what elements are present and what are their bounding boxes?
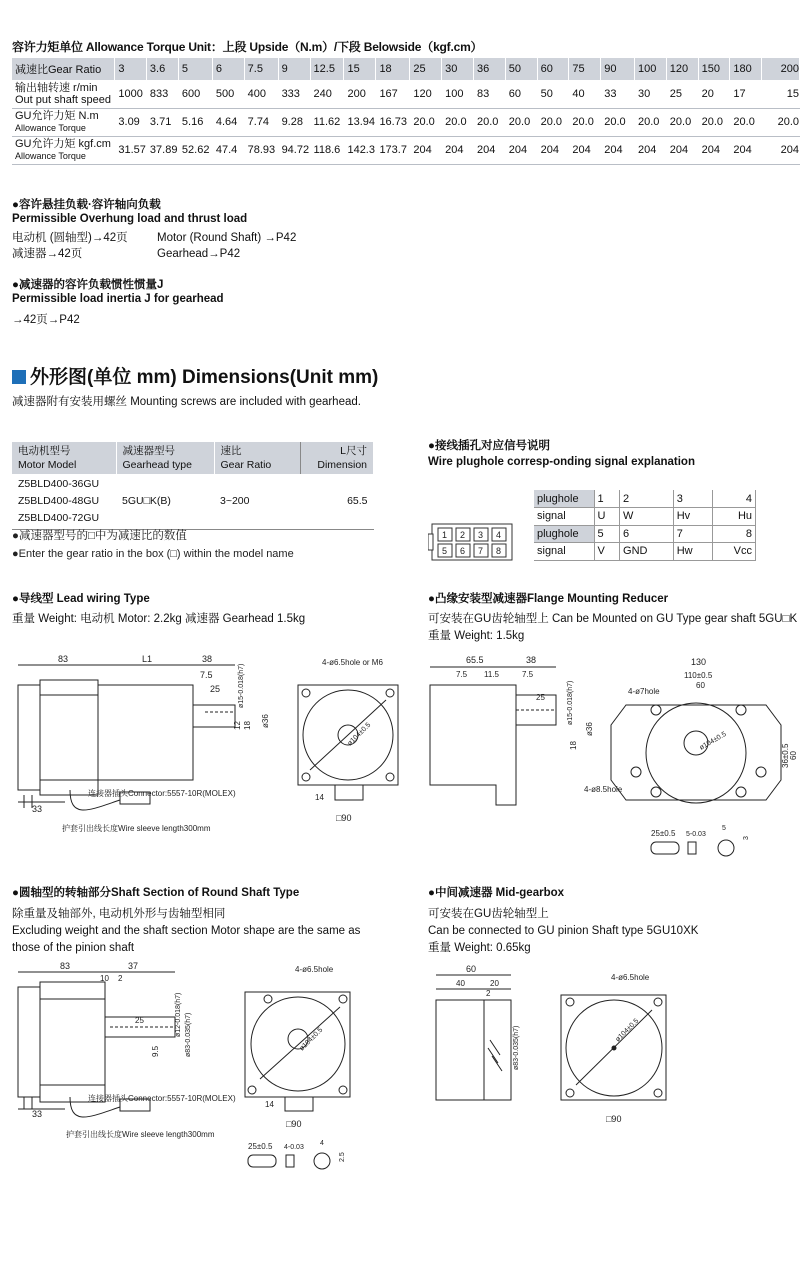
table-cell: 33 bbox=[601, 80, 635, 108]
table-cell: 100 bbox=[442, 80, 474, 108]
svg-text:25±0.5: 25±0.5 bbox=[248, 1142, 273, 1151]
table-cell: 78.93 bbox=[244, 136, 278, 164]
plughole-pin-label: 7 bbox=[478, 546, 484, 556]
table-cell: 20.0 bbox=[569, 108, 601, 136]
table-row: signal V GND Hw Vcc bbox=[534, 543, 756, 561]
table-cell: 204 bbox=[442, 136, 474, 164]
plughole-pin-label: 4 bbox=[496, 530, 502, 540]
table-cell: 20.0 bbox=[730, 108, 762, 136]
ratio-label: 减速比Gear Ratio bbox=[12, 58, 115, 80]
connector-label: 连接器插头Connector:5557-10R(MOLEX) bbox=[88, 789, 236, 798]
dim-90: □90 bbox=[336, 813, 352, 823]
svg-text:83: 83 bbox=[60, 961, 71, 971]
svg-text:2: 2 bbox=[118, 974, 123, 983]
inertia-title-en: Permissible load inertia J for gearhead bbox=[12, 293, 224, 305]
table-row: signal U W Hv Hu bbox=[534, 508, 756, 526]
table-cell: 30 bbox=[442, 58, 474, 80]
svg-text:□90: □90 bbox=[606, 1114, 622, 1124]
table-cell: 40 bbox=[569, 80, 601, 108]
table-cell: 200 bbox=[344, 80, 376, 108]
table-row: plughole 1 2 3 4 bbox=[534, 490, 756, 508]
table-row bbox=[12, 474, 374, 530]
svg-text:130: 130 bbox=[691, 657, 707, 667]
svg-text:33: 33 bbox=[32, 1109, 43, 1119]
model-note2: ●Enter the gear ratio in the box (□) within the model name bbox=[12, 548, 294, 560]
round-shaft-text: 除重量及轴部外, 电动机外形与齿轴型相同 Excluding weight and the shaft section Motor shape are the same as those of the pinion shaft bbox=[12, 908, 361, 954]
table-cell: 15 bbox=[344, 58, 376, 80]
table-cell: 5.16 bbox=[178, 108, 212, 136]
overhung-line2-cn: 减速器→42页 bbox=[12, 248, 83, 260]
inertia-section bbox=[12, 278, 224, 306]
table-cell: 5 bbox=[178, 58, 212, 80]
table-row: plughole 5 6 7 8 bbox=[534, 525, 756, 543]
svg-text:ø104±0.5: ø104±0.5 bbox=[698, 730, 728, 752]
svg-text:65.5: 65.5 bbox=[466, 655, 484, 665]
inertia-line: →42页→P42 bbox=[12, 314, 80, 326]
plughole-connector-diagram bbox=[428, 520, 518, 564]
table-cell: 180 bbox=[730, 58, 762, 80]
table-cell: 75 bbox=[569, 58, 601, 80]
table-cell: 204 bbox=[634, 136, 666, 164]
table-cell: 20.0 bbox=[666, 108, 698, 136]
table-cell: 16.73 bbox=[376, 108, 410, 136]
svg-text:10: 10 bbox=[100, 974, 109, 983]
svg-text:60: 60 bbox=[466, 964, 477, 974]
plughole-pin-label: 8 bbox=[496, 546, 502, 556]
svg-text:4-ø6.5hole: 4-ø6.5hole bbox=[611, 973, 650, 982]
mid-gearbox-drawing bbox=[426, 960, 726, 1130]
table-row bbox=[12, 136, 800, 164]
svg-text:□90: □90 bbox=[286, 1119, 302, 1129]
svg-text:7.5: 7.5 bbox=[456, 670, 468, 679]
table-cell: 204 bbox=[666, 136, 698, 164]
svg-text:3: 3 bbox=[743, 836, 750, 840]
table-cell: 3 bbox=[115, 58, 147, 80]
signal-title-en: Wire plughole corresp-onding signal explanation bbox=[428, 456, 695, 468]
table-row bbox=[12, 442, 374, 474]
table-cell: 204 bbox=[601, 136, 635, 164]
svg-text:5: 5 bbox=[722, 825, 726, 832]
signal-section bbox=[428, 439, 695, 469]
table-cell: 83 bbox=[473, 80, 505, 108]
table-cell: 204 bbox=[762, 136, 800, 164]
svg-text:ø36: ø36 bbox=[585, 722, 594, 736]
flange-weight: 重量 Weight: 1.5kg bbox=[428, 630, 525, 642]
dim-l1: L1 bbox=[142, 654, 153, 664]
svg-text:连接器插头Connector:5557-10R(MOLEX): 连接器插头Connector:5557-10R(MOLEX) bbox=[88, 1094, 236, 1103]
svg-text:60: 60 bbox=[696, 681, 705, 690]
table-cell: 204 bbox=[569, 136, 601, 164]
svg-text:ø104±0.5: ø104±0.5 bbox=[298, 1026, 325, 1053]
table-cell: 52.62 bbox=[178, 136, 212, 164]
table-cell: 30 bbox=[634, 80, 666, 108]
table-cell: 204 bbox=[473, 136, 505, 164]
table-cell: 9.28 bbox=[278, 108, 310, 136]
table-cell: 204 bbox=[730, 136, 762, 164]
svg-text:ø83-0.035(h7): ø83-0.035(h7) bbox=[513, 1025, 520, 1070]
torque-table-title: 容许力矩单位 Allowance Torque Unit：上段 Upside（N.m）/下段 Belowside（kgf.cm） bbox=[12, 40, 483, 54]
table-cell: 60 bbox=[505, 80, 537, 108]
mid-gearbox-text: 可安装在GU齿轮轴型上 Can be connected to GU pinion Shaft type 5GU10XK 重量 Weight: 0.65kg bbox=[428, 908, 699, 954]
table-cell: 47.4 bbox=[212, 136, 244, 164]
flange-line1: 可安装在GU齿轮轴型上 Can be Mounted on GU Type gear shaft 5GU□K bbox=[428, 613, 798, 625]
svg-text:护套引出线长度Wire sleeve length300mm: 护套引出线长度Wire sleeve length300mm bbox=[66, 1130, 215, 1139]
flange-drawing bbox=[426, 650, 798, 865]
table-cell: 4.64 bbox=[212, 108, 244, 136]
sleeve-label: 护套引出线长度Wire sleeve length300mm bbox=[62, 824, 211, 833]
svg-text:ø12-0.018(h7): ø12-0.018(h7) bbox=[175, 992, 182, 1037]
dim-7-5: 7.5 bbox=[200, 670, 213, 680]
table-cell: 20.0 bbox=[698, 108, 730, 136]
dim-36: ø36 bbox=[261, 714, 270, 728]
table-row bbox=[12, 80, 800, 108]
table-cell: 90 bbox=[601, 58, 635, 80]
table-cell: 9 bbox=[278, 58, 310, 80]
overhung-line2-en: Gearhead→P42 bbox=[157, 248, 241, 260]
dim-14: 14 bbox=[315, 793, 324, 802]
table-cell: 20.0 bbox=[473, 108, 505, 136]
dim-33: 33 bbox=[32, 804, 43, 814]
table-cell: 20 bbox=[698, 80, 730, 108]
table-cell: 20.0 bbox=[634, 108, 666, 136]
svg-text:60: 60 bbox=[789, 751, 798, 760]
header-ratio: 速比 Gear Ratio bbox=[214, 442, 300, 474]
speed-label: 输出轴转速 r/min Out put shaft speed bbox=[12, 80, 115, 108]
table-cell: 167 bbox=[376, 80, 410, 108]
table-cell: 120 bbox=[666, 58, 698, 80]
table-cell: 142.3 bbox=[344, 136, 376, 164]
svg-text:25±0.5: 25±0.5 bbox=[651, 829, 676, 838]
table-cell: 15 bbox=[762, 80, 800, 108]
svg-text:18: 18 bbox=[569, 741, 578, 750]
table-cell: 25 bbox=[410, 58, 442, 80]
table-cell: 333 bbox=[278, 80, 310, 108]
table-cell: 17 bbox=[730, 80, 762, 108]
table-cell: 400 bbox=[244, 80, 278, 108]
dim-25: 25 bbox=[210, 684, 221, 694]
table-cell: 118.6 bbox=[310, 136, 344, 164]
svg-text:ø15-0.018(h7): ø15-0.018(h7) bbox=[567, 680, 574, 725]
svg-text:37: 37 bbox=[128, 961, 139, 971]
table-cell: 50 bbox=[505, 58, 537, 80]
inertia-title-cn: ●减速器的容许负载惯性惯量J bbox=[12, 279, 164, 291]
dim-104: ø104±0.5 bbox=[346, 721, 373, 748]
dim-83: 83 bbox=[58, 654, 69, 664]
flange-title: ●凸缘安装型减速器Flange Mounting Reducer bbox=[428, 593, 669, 605]
round-shaft-drawing bbox=[10, 957, 420, 1172]
svg-text:25: 25 bbox=[135, 1016, 144, 1025]
table-cell: 13.94 bbox=[344, 108, 376, 136]
torque-table bbox=[12, 58, 800, 165]
plughole-pin-label: 5 bbox=[442, 546, 448, 556]
hole-label: 4-ø6.5hole or M6 bbox=[322, 658, 383, 667]
table-cell: 173.7 bbox=[376, 136, 410, 164]
svg-text:ø104±0.5: ø104±0.5 bbox=[614, 1017, 641, 1044]
square-icon bbox=[12, 370, 26, 384]
header-gearhead: 减速器型号 Gearhead type bbox=[116, 442, 214, 474]
table-cell: 12.5 bbox=[310, 58, 344, 80]
lead-wiring-title: ●导线型 Lead wiring Type bbox=[12, 593, 150, 605]
svg-text:14: 14 bbox=[265, 1100, 274, 1109]
table-cell: 7.74 bbox=[244, 108, 278, 136]
overhung-line1-cn: 电动机 (圆轴型)→42页 bbox=[12, 232, 128, 244]
table-cell: 600 bbox=[178, 80, 212, 108]
dim-15: ø15-0.018(h7) bbox=[238, 663, 245, 708]
table-cell: 20.0 bbox=[601, 108, 635, 136]
table-cell: 50 bbox=[537, 80, 569, 108]
table-cell: 11.62 bbox=[310, 108, 344, 136]
dim-38: 38 bbox=[202, 654, 213, 664]
table-cell: 204 bbox=[698, 136, 730, 164]
table-cell: 1000 bbox=[115, 80, 147, 108]
dimensions-note: 减速器附有安装用螺丝 Mounting screws are included with gearhead. bbox=[12, 396, 361, 408]
table-cell: 20.0 bbox=[442, 108, 474, 136]
table-cell: 3.6 bbox=[146, 58, 178, 80]
svg-text:25: 25 bbox=[536, 693, 545, 702]
table-cell: 20.0 bbox=[410, 108, 442, 136]
plughole-pin-label: 1 bbox=[442, 530, 448, 540]
lead-wiring-drawing bbox=[10, 650, 420, 840]
table-cell: 94.72 bbox=[278, 136, 310, 164]
svg-text:4-ø6.5hole: 4-ø6.5hole bbox=[295, 965, 334, 974]
table-cell: 204 bbox=[537, 136, 569, 164]
table-cell: 25 bbox=[666, 80, 698, 108]
svg-text:4-0.03: 4-0.03 bbox=[284, 1144, 304, 1151]
svg-text:4-ø7hole: 4-ø7hole bbox=[628, 687, 660, 696]
gear-ratio: 3~200 bbox=[214, 474, 300, 530]
table-cell: 31.57 bbox=[115, 136, 147, 164]
signal-table bbox=[534, 490, 756, 561]
overhung-title-cn: ●容许悬挂负载·容许轴向负载 bbox=[12, 199, 161, 211]
table-cell: 3.09 bbox=[115, 108, 147, 136]
svg-text:11.5: 11.5 bbox=[484, 670, 499, 679]
svg-text:2.5: 2.5 bbox=[339, 1152, 346, 1162]
svg-text:7.5: 7.5 bbox=[522, 670, 534, 679]
svg-text:2: 2 bbox=[486, 989, 491, 998]
table-cell: 100 bbox=[634, 58, 666, 80]
svg-text:20: 20 bbox=[490, 979, 499, 988]
lead-wiring-weight: 重量 Weight: 电动机 Motor: 2.2kg 减速器 Gearhead 1.5kg bbox=[12, 613, 306, 625]
header-motor: 电动机型号 Motor Model bbox=[12, 442, 116, 474]
dim-18: 18 bbox=[243, 721, 252, 730]
table-cell: 18 bbox=[376, 58, 410, 80]
table-cell: 7.5 bbox=[244, 58, 278, 80]
signal-title-cn: ●接线插孔对应信号说明 bbox=[428, 440, 550, 452]
svg-text:9.5: 9.5 bbox=[151, 1045, 160, 1057]
svg-text:36±0.5: 36±0.5 bbox=[781, 743, 790, 768]
table-cell: 6 bbox=[212, 58, 244, 80]
table-cell: 20.0 bbox=[505, 108, 537, 136]
svg-text:38: 38 bbox=[526, 655, 537, 665]
table-row bbox=[12, 108, 800, 136]
dim-12: 12 bbox=[233, 721, 242, 730]
motor-models: Z5BLD400-36GU Z5BLD400-48GU Z5BLD400-72GU bbox=[12, 474, 116, 530]
mid-gearbox-title: ●中间减速器 Mid-gearbox bbox=[428, 887, 565, 899]
table-cell: 833 bbox=[146, 80, 178, 108]
header-dimension: L尺寸 Dimension bbox=[300, 442, 374, 474]
table-cell: 500 bbox=[212, 80, 244, 108]
plughole-pin-label: 6 bbox=[460, 546, 466, 556]
table-cell: 20.0 bbox=[762, 108, 800, 136]
table-cell: 3.71 bbox=[146, 108, 178, 136]
table-cell: 204 bbox=[410, 136, 442, 164]
overhung-title-en: Permissible Overhung load and thrust load bbox=[12, 213, 248, 225]
svg-text:ø83-0.035(h7): ø83-0.035(h7) bbox=[185, 1012, 192, 1057]
overhung-line1-en: Motor (Round Shaft) →P42 bbox=[157, 232, 297, 244]
nm-label: GU允许力矩 N.m Allowance Torque bbox=[12, 108, 115, 136]
plughole-pin-label: 3 bbox=[478, 530, 484, 540]
gearhead-type: 5GU□K(B) bbox=[116, 474, 214, 530]
model-table bbox=[12, 442, 374, 530]
dimension-value: 65.5 bbox=[300, 474, 374, 530]
svg-text:40: 40 bbox=[456, 979, 465, 988]
svg-text:110±0.5: 110±0.5 bbox=[684, 671, 713, 680]
table-cell: 150 bbox=[698, 58, 730, 80]
plughole-pin-label: 2 bbox=[460, 530, 466, 540]
svg-text:5-0.03: 5-0.03 bbox=[686, 831, 706, 838]
table-cell: 36 bbox=[473, 58, 505, 80]
overhung-section bbox=[12, 198, 247, 226]
svg-text:4-ø8.5hole: 4-ø8.5hole bbox=[584, 785, 623, 794]
table-cell: 60 bbox=[537, 58, 569, 80]
table-cell: 20.0 bbox=[537, 108, 569, 136]
table-cell: 37.89 bbox=[146, 136, 178, 164]
round-shaft-title: ●圆轴型的转轴部分Shaft Section of Round Shaft Type bbox=[12, 887, 300, 899]
table-cell: 200 bbox=[762, 58, 800, 80]
dimensions-title: 外形图(单位 mm) Dimensions(Unit mm) bbox=[12, 362, 378, 389]
svg-text:4: 4 bbox=[320, 1140, 324, 1147]
kgf-label: GU允许力矩 kgf.cm Allowance Torque bbox=[12, 136, 115, 164]
table-cell: 120 bbox=[410, 80, 442, 108]
table-cell: 240 bbox=[310, 80, 344, 108]
model-note1: ●减速器型号的□中为减速比的数值 bbox=[12, 530, 187, 542]
table-cell: 204 bbox=[505, 136, 537, 164]
table-row bbox=[12, 58, 800, 80]
